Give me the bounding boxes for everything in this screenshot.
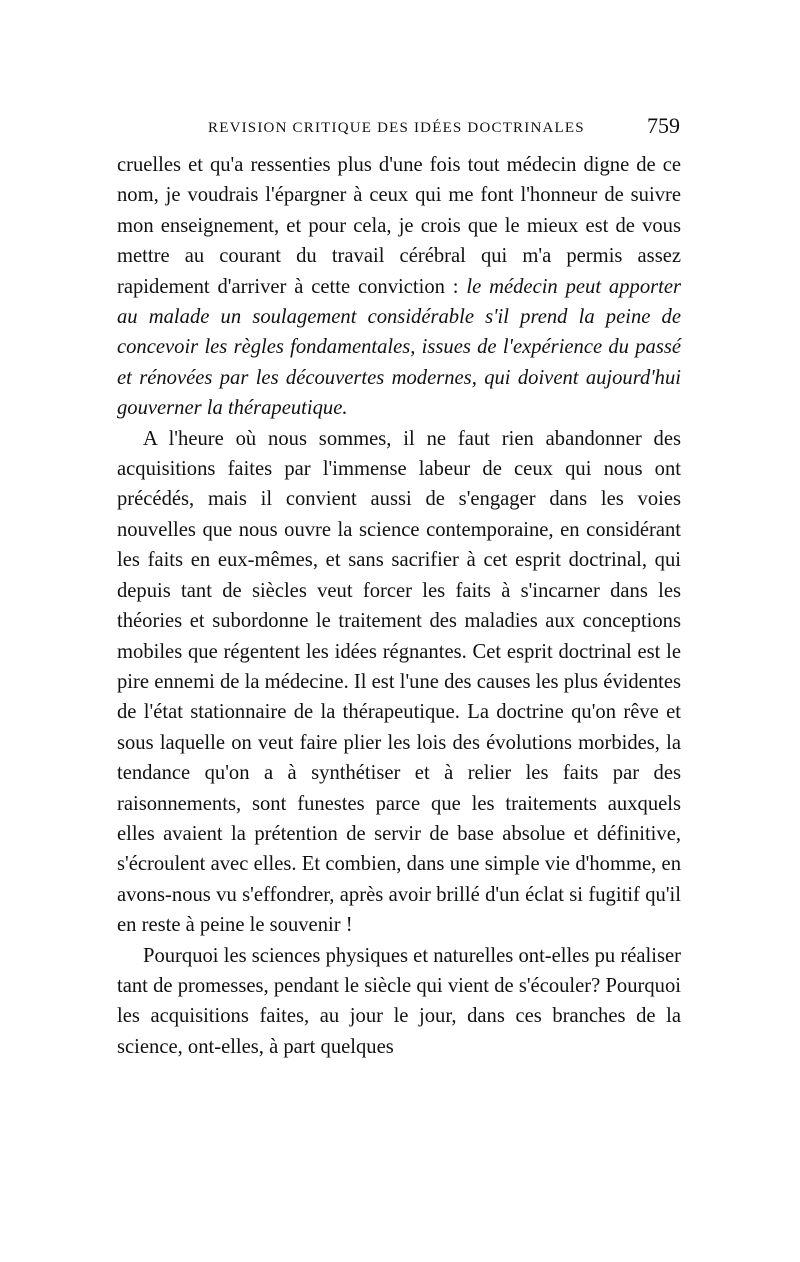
page-number: 759	[647, 113, 680, 138]
paragraph-1-italic-conviction: le médecin peut apporter au malade un soulagement considérable s'il prend la peine de concevoir les règles fondamentales, issues de l'expérience du passé et rénovées par les découvertes modernes, qui doivent aujourd'hui gouverner la thérapeutique.	[117, 275, 682, 420]
body-text	[117, 150, 681, 1062]
running-title: REVISION CRITIQUE DES IDÉES DOCTRINALES	[208, 120, 585, 136]
paragraph-1-text: cruelles et qu'a ressenties plus d'une fois tout médecin digne de ce nom, je voudrais l'épargner à ceux qui me font l'honneur de suivre mon enseignement, et pour cela, je crois que le mieux est de vous mettre au courant du travail cérébral qui m'a permis assez rapidement d'arriver à cette conviction :	[117, 154, 681, 298]
paragraph-3: Pourquoi les sciences physiques et naturelles ont-elles pu réaliser tant de promesses, pendant le siècle qui vient de s'écouler? Pourquoi les acquisitions faites, au jour le jour, dans ces branches de la science, ont-elles, à part quelques	[117, 944, 681, 1058]
page-header	[110, 113, 680, 142]
paragraph-2: A l'heure où nous sommes, il ne faut rien abandonner des acquisitions faites par l'immense labeur de ceux qui nous ont précédés, mais il convient aussi de s'engager dans les voies nouvelles que nous ouvre la science contemporaine, en considérant les faits en eux-mêmes, et sans sacrifier à cet esprit doctrinal, qui depuis tant de siècles veut forcer les faits à s'incarner dans les théories et subordonne le traitement des maladies aux conceptions mobiles que régentent les idées régnantes. Cet esprit doctrinal est le pire ennemi de la médecine. Il est l'une des causes les plus évidentes de l'état stationnaire de la thérapeutique. La doctrine qu'on rêve et sous laquelle on veut faire plier les lois des évolutions morbides, la tendance qu'on a à synthétiser et à relier les faits par des raisonnements, sont funestes parce que les traitements auxquels elles avaient la prétention de servir de base absolue et définitive, s'écroulent avec elles. Et combien, dans une simple vie d'homme, en avons-nous vu s'effondrer, après avoir brillé d'un éclat si fugitif qu'il en reste à peine le souvenir !	[117, 427, 681, 937]
paragraph-1	[117, 150, 681, 424]
